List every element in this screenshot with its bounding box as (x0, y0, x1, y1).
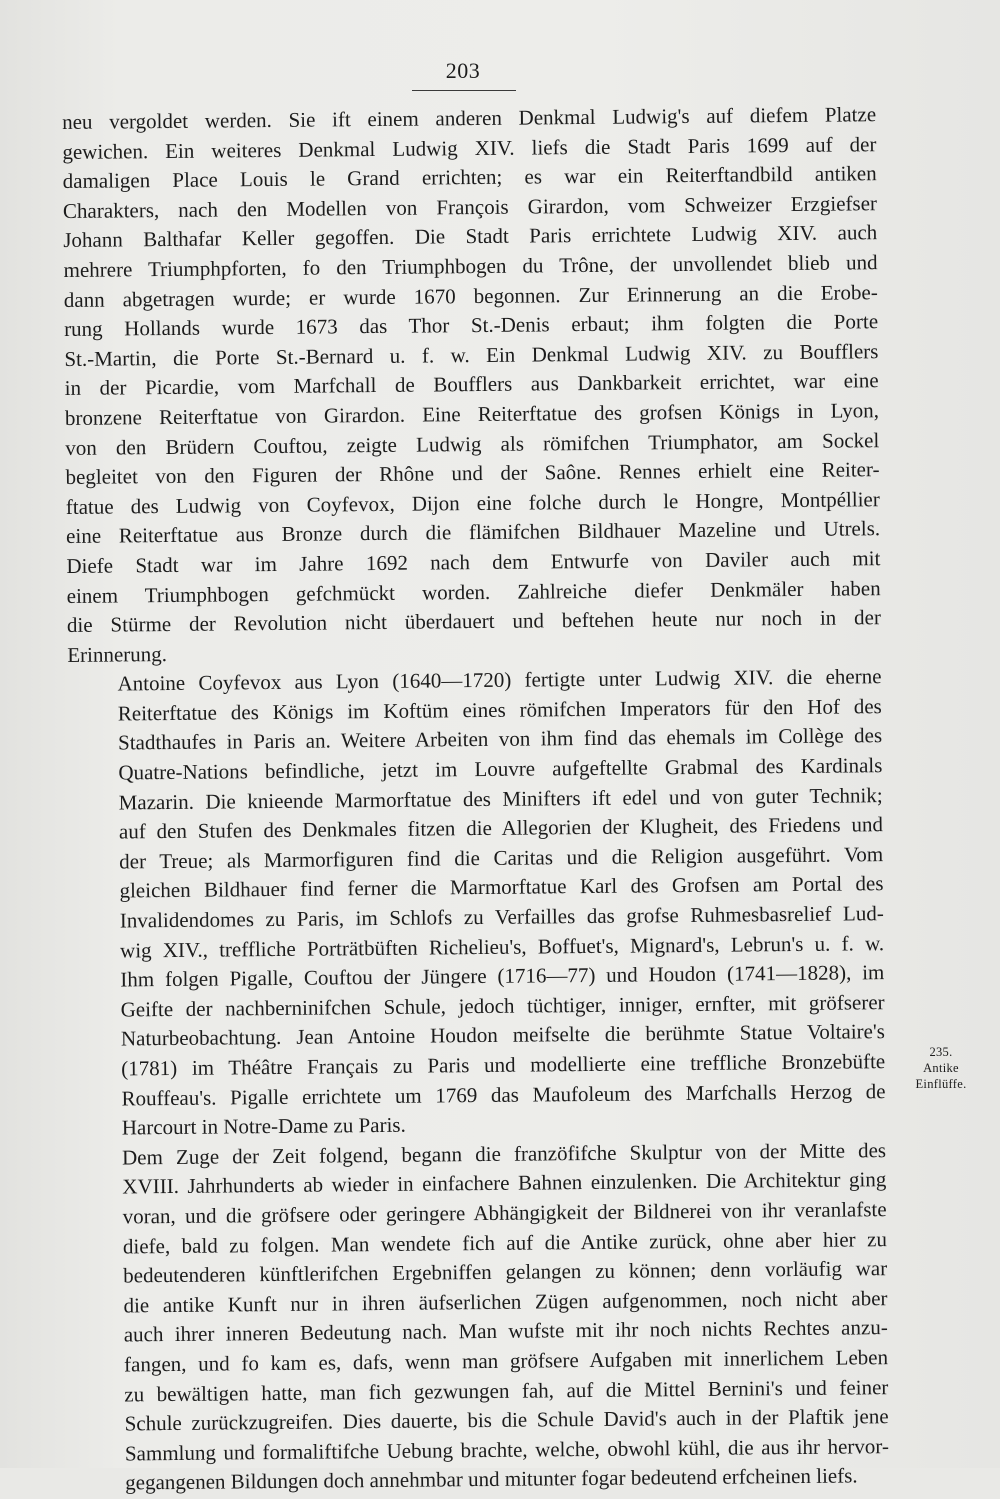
text-line: Geifte der nachberninifchen Schule, jedoch tüchtiger, inniger, ernfter, mit gröfserer (120, 989, 885, 1022)
body-text (62, 100, 889, 1499)
text-line: mehrere Triumphpforten, fo den Triumphbogen du Trône, der unvollendet blieb und (63, 250, 878, 282)
text-line: wig XIV., treffliche Porträtbüften Richelieu's, Boffuet's, Mignard's, Lebrun's u. f. w. (119, 930, 885, 963)
text-line: bedeutenderen künftlerifchen Ergebniffen gelangen zu können; denn vorläufig war (123, 1256, 888, 1288)
text-line: St.-Martin, die Porte St.-Bernard u. f. w. Ein Denkmal Ludwig XIV. zu Boufflers (64, 338, 879, 371)
text-line: die antike Kunft nur in ihren äufserlichen Zügen aufgenommen, noch nicht aber (123, 1285, 888, 1318)
text-line: von den Brüdern Couftou, zeigte Ludwig als römifchen Triumphator, am Sockel (65, 427, 880, 460)
text-line: in der Picardie, vom Marfchall de Boufflers aus Dankbarkeit errichtet, war eine (64, 368, 879, 401)
text-line: auch ihrer inneren Bedeutung nach. Man wufste mit ihr noch nichts Rechtes anzu- (123, 1315, 888, 1347)
page-number-rule (412, 90, 516, 91)
text-line: Invalidendomes zu Paris, im Schlofs zu Verfailles das grofse Ruhmesbasrelief Lud- (119, 901, 884, 933)
text-line: einem Triumphbogen gefchmückt worden. Zahlreiche diefer Denkmäler haben (66, 575, 881, 608)
text-line: Stadthaufes in Paris an. Weitere Arbeiten von ihm find das ehemals im Collège des (117, 723, 883, 755)
text-line: damaligen Place Louis le Grand errichten; es war ein Reiterftandbild antiken (62, 161, 877, 194)
text-line: zu bewältigen hatte, man fich gezwungen fah, auf die Mittel Bernini's und feiner (124, 1374, 889, 1406)
text-line: neu vergoldet werden. Sie ift einem anderen Denkmal Ludwig's auf diefem Platze (62, 102, 877, 134)
text-line: Antoine Coyfevox aus Lyon (1640—1720) fertigte unter Ludwig XIV. die eherne (117, 664, 882, 696)
text-line: XVIII. Jahrhunderts ab wieder in einfachere Bahnen einzulenken. Die Architektur ging (122, 1167, 887, 1199)
text-line: dann abgetragen wurde; er wurde 1670 begonnen. Zur Erinnerung an die Erobe- (63, 279, 878, 312)
text-line: gewichen. Ein weiteres Denkmal Ludwig XIV. liefs die Stadt Paris 1699 auf der (62, 131, 877, 164)
text-line: Schule zurückzugreifen. Dies dauerte, bis die Schule David's auch in der Plaftik jene (124, 1404, 889, 1436)
text-line: begleitet von den Figuren der Rhône und der Saône. Rennes erhielt eine Reiter- (65, 457, 880, 490)
paragraph (72, 1136, 889, 1499)
text-line: Erinnerung. (67, 641, 168, 667)
text-line: voran, und die gröfsere oder geringere Abhängigkeit der Bildnerei von ihr veranlafste (122, 1197, 887, 1229)
text-line: diefe, bald zu folgen. Man wendete fich auf die Antike zurück, ohne aber hier zu (122, 1226, 888, 1259)
text-line: Dem Zuge der Zeit folgend, begann die franzöfifche Skulptur von der Mitte des (121, 1137, 887, 1170)
text-line: fangen, und fo kam es, dafs, wenn man gröfsere Aufgaben mit innerlichem Leben (123, 1345, 889, 1377)
text-line: Sammlung und formaliftifche Uebung brachte, welche, obwohl kühl, die aus ihr hervor- (124, 1433, 889, 1466)
margin-note (906, 1044, 976, 1092)
text-line: Diefe Stadt war im Jahre 1692 nach dem Entwurfe von Daviler auch mit (66, 546, 881, 578)
text-line: eine Reiterftatue aus Bronze durch die flämifchen Bildhauer Mazeline und Utrels. (65, 516, 881, 549)
text-line: ftatue des Ludwig von Coyfevox, Dijon eine folche durch le Hongre, Montpéllier (65, 486, 880, 519)
text-line: die Stürme der Revolution nicht überdauert und beftehen heute nur noch in der (66, 605, 882, 638)
text-line: Mazarin. Die knieende Marmorftatue des Minifters ift edel und von guter Technik; (118, 782, 883, 815)
paragraph (67, 662, 886, 1143)
margin-note-number: 235. (929, 1045, 953, 1059)
text-line: bronzene Reiterftatue von Girardon. Eine Reiterftatue des grofsen Königs in Lyon, (64, 398, 880, 430)
margin-note-line: Einflüffe. (915, 1077, 967, 1091)
text-line: Reiterftatue des Königs im Koftüm eines römifchen Imperators für den Hof des (117, 694, 882, 726)
text-line: Johann Balthafar Keller gegoffen. Die Stadt Paris errichtete Ludwig XIV. auch (63, 220, 878, 253)
text-line: Harcourt in Notre-Dame zu Paris. (121, 1112, 406, 1140)
text-line: (1781) im Théâtre Français zu Paris und modellierte eine treffliche Bronzebüfte (121, 1049, 886, 1081)
text-line: gleichen Bildhauer find ferner die Marmorftatue Karl des Grofsen am Portal des (119, 871, 884, 903)
text-line: gegangenen Bildungen doch annehmbar und mitunter fogar bedeutend erfcheinen liefs. (125, 1463, 858, 1495)
page-number: 203 (445, 58, 481, 83)
text-line: Rouffeau's. Pigalle errichtete um 1769 das Maufoleum des Marfchalls Herzog de (121, 1078, 886, 1111)
text-line: rung Hollands wurde 1673 das Thor St.-Denis erbaut; ihm folgten die Porte (64, 309, 879, 342)
margin-note-line: Antike (923, 1061, 959, 1075)
paragraph (62, 100, 881, 670)
text-line: Naturbeobachtung. Jean Antoine Houdon meifselte die berühmte Statue Voltaire's (120, 1019, 886, 1051)
text-line: Charakters, nach den Modellen von François Girardon, vom Schweizer Erzgiefser (62, 190, 878, 223)
text-line: auf den Stufen des Denkmales fitzen die Allegorien der Klugheit, des Friedens und (118, 812, 884, 844)
text-line: der Treue; als Marmorfiguren find die Caritas und die Religion ausgeführt. Vom (119, 841, 884, 874)
text-line: Quatre-Nations befindliche, jetzt im Louvre aufgeftellte Grabmal des Kardinals (118, 753, 883, 785)
text-line: Ihm folgen Pigalle, Couftou der Jüngere (1716—77) und Houdon (1741—1828), im (120, 960, 885, 992)
